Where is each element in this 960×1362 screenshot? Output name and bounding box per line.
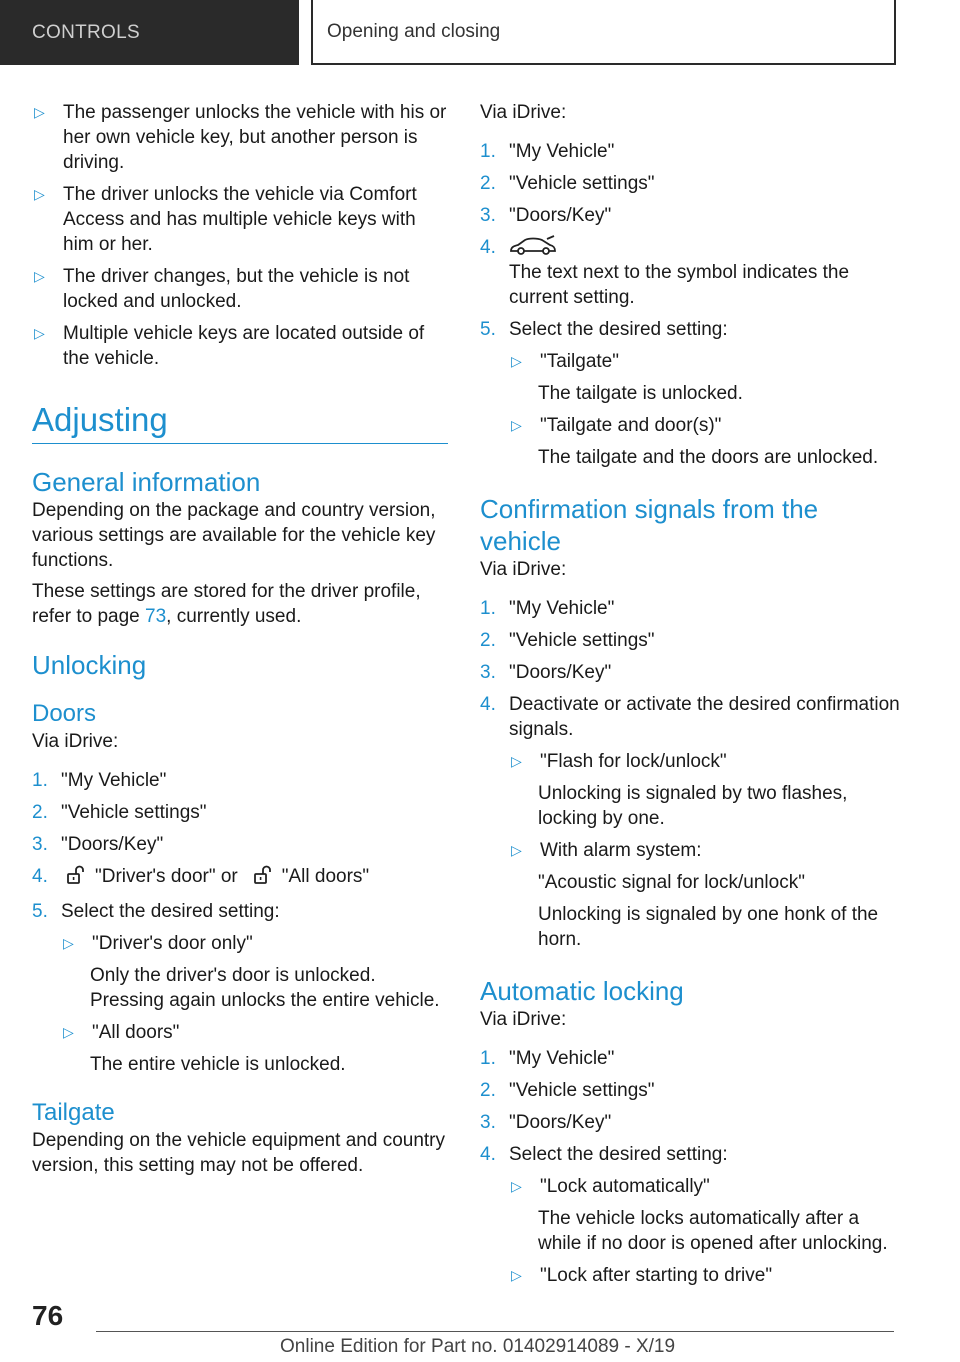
step-number: 1. xyxy=(480,598,496,619)
text: The text next to the symbol indicates the current setting. xyxy=(509,262,850,308)
step-text: Select the desired setting: xyxy=(509,1144,728,1165)
list-item-text: The driver unlocks the vehicle via Comfort Access and has multiple vehicle keys with him or her. xyxy=(63,184,417,255)
step-number: 5. xyxy=(32,901,48,922)
step-item xyxy=(480,171,900,196)
footer-edition: Online Edition for Part no. 01402914089 - X/19 xyxy=(280,1336,676,1357)
option-item xyxy=(61,931,448,956)
heading-automatic-locking: Automatic locking xyxy=(480,976,684,1006)
step-number: 1. xyxy=(480,1048,496,1069)
option-item xyxy=(509,749,900,774)
step-text: "Vehicle settings" xyxy=(61,802,207,823)
step-item xyxy=(32,864,448,892)
option-item xyxy=(509,349,900,374)
step-item xyxy=(32,899,448,924)
step-text: "My Vehicle" xyxy=(509,1048,615,1069)
step-number: 2. xyxy=(480,1080,496,1101)
heading-confirmation-signals: Confirmation signals from the vehicle xyxy=(480,494,819,556)
option-description: Only the driver's door is unlocked. Pressing again unlocks the entire vehicle. xyxy=(90,965,440,1011)
step-number: 4. xyxy=(480,237,496,258)
step-text xyxy=(61,864,448,892)
step-number: 1. xyxy=(32,770,48,791)
option-label: "All doors" xyxy=(92,1022,180,1043)
text: "All doors" xyxy=(281,866,370,887)
step-text: Select the desired setting: xyxy=(509,319,728,340)
step-text: "Doors/Key" xyxy=(61,834,164,855)
step-item xyxy=(480,628,900,653)
triangle-bullet-icon: ▷ xyxy=(511,1178,522,1194)
chapter-title: Opening and closing xyxy=(327,20,501,42)
step-number: 4. xyxy=(32,866,48,887)
page-number: 76 xyxy=(32,1300,64,1331)
step-item xyxy=(480,317,900,342)
text: "Driver's door" or xyxy=(95,866,238,887)
section-tab xyxy=(0,0,299,65)
step-text: "My Vehicle" xyxy=(509,141,615,162)
left-column xyxy=(32,100,448,1178)
option-description: Unlocking is signaled by two flashes, locking by one. xyxy=(538,783,848,829)
heading-general-information: General information xyxy=(32,467,261,497)
section-title: CONTROLS xyxy=(32,21,140,43)
heading-adjusting: Adjusting xyxy=(32,400,448,444)
step-text: "My Vehicle" xyxy=(509,598,615,619)
step-item xyxy=(32,832,448,857)
option-description: The vehicle locks automatically after a while if no door is opened after unlocking. xyxy=(538,1208,888,1254)
step-text xyxy=(509,235,900,310)
step-text: Select the desired setting: xyxy=(61,901,280,922)
heading-unlocking: Unlocking xyxy=(32,650,147,680)
option-description: Unlocking is signaled by one honk of the horn. xyxy=(538,904,879,950)
triangle-bullet-icon: ▷ xyxy=(511,842,522,858)
list-item-text: Multiple vehicle keys are located outside of the vehicle. xyxy=(63,323,425,369)
option-item xyxy=(509,1174,900,1199)
option-item xyxy=(509,838,900,863)
step-number: 4. xyxy=(480,694,496,715)
step-text: "Doors/Key" xyxy=(509,205,612,226)
list-item xyxy=(32,321,448,371)
step-item xyxy=(480,596,900,621)
triangle-bullet-icon: ▷ xyxy=(511,417,522,433)
step-number: 3. xyxy=(480,205,496,226)
triangle-bullet-icon: ▷ xyxy=(63,935,74,951)
step-item xyxy=(480,235,900,310)
triangle-bullet-icon: ▷ xyxy=(511,753,522,769)
list-item-text: The driver changes, but the vehicle is not locked and unlocked. xyxy=(63,266,410,312)
triangle-bullet-icon: ▷ xyxy=(34,325,45,341)
step-number: 4. xyxy=(480,1144,496,1165)
step-number: 2. xyxy=(480,630,496,651)
chapter-tab xyxy=(311,0,896,65)
step-item xyxy=(32,800,448,825)
step-text: "Doors/Key" xyxy=(509,662,612,683)
step-number: 2. xyxy=(480,173,496,194)
option-item xyxy=(509,1263,900,1288)
paragraph: Via iDrive: xyxy=(480,1009,567,1030)
triangle-bullet-icon: ▷ xyxy=(34,268,45,284)
triangle-bullet-icon: ▷ xyxy=(511,1267,522,1283)
list-item xyxy=(32,100,448,175)
list-item xyxy=(32,264,448,314)
paragraph xyxy=(32,579,448,629)
list-item-text: The passenger unlocks the vehicle with his or her own vehicle key, but another person is driving. xyxy=(63,102,447,173)
option-label: "Acoustic signal for lock/unlock" xyxy=(538,872,805,893)
option-item xyxy=(509,413,900,438)
option-label: "Lock automatically" xyxy=(540,1176,710,1197)
step-number: 3. xyxy=(32,834,48,855)
option-description: The entire vehicle is unlocked. xyxy=(90,1054,346,1075)
option-description: The tailgate is unlocked. xyxy=(538,383,743,404)
step-item xyxy=(480,1110,900,1135)
option-label: "Tailgate" xyxy=(540,351,619,372)
option-label: "Driver's door only" xyxy=(92,933,253,954)
step-item xyxy=(480,1142,900,1167)
unlock-icon xyxy=(252,865,272,892)
paragraph: Depending on the vehicle equipment and country version, this setting may not be offered. xyxy=(32,1130,446,1176)
step-item xyxy=(480,203,900,228)
step-number: 5. xyxy=(480,319,496,340)
text: , currently used. xyxy=(166,606,302,627)
triangle-bullet-icon: ▷ xyxy=(63,1024,74,1040)
footer-divider xyxy=(96,1331,894,1332)
step-number: 3. xyxy=(480,662,496,683)
option-label: "Lock after starting to drive" xyxy=(540,1265,773,1286)
car-icon xyxy=(509,235,900,260)
step-text: "Vehicle settings" xyxy=(509,1080,655,1101)
option-label: "Tailgate and door(s)" xyxy=(540,415,722,436)
paragraph: Via iDrive: xyxy=(32,731,119,752)
step-text: "Vehicle settings" xyxy=(509,173,655,194)
triangle-bullet-icon: ▷ xyxy=(511,353,522,369)
right-column xyxy=(480,100,900,1295)
option-description: The tailgate and the doors are unlocked. xyxy=(538,447,879,468)
step-number: 2. xyxy=(32,802,48,823)
paragraph: Via iDrive: xyxy=(480,559,567,580)
paragraph: Depending on the package and country version, various settings are available for the vehicle key functions. xyxy=(32,500,436,571)
heading-tailgate: Tailgate xyxy=(32,1099,115,1126)
step-item xyxy=(480,1046,900,1071)
step-item xyxy=(480,660,900,685)
step-item xyxy=(480,139,900,164)
heading-doors: Doors xyxy=(32,700,97,727)
step-text: Deactivate or activate the desired confirmation signals. xyxy=(509,694,900,740)
option-item xyxy=(61,1020,448,1045)
text: These settings are stored for the driver profile, refer to page xyxy=(32,581,421,627)
step-item xyxy=(32,768,448,793)
option-label: With alarm system: xyxy=(540,840,702,861)
triangle-bullet-icon: ▷ xyxy=(34,186,45,202)
unlock-icon xyxy=(65,865,85,892)
paragraph: Via iDrive: xyxy=(480,102,567,123)
step-text: "Vehicle settings" xyxy=(509,630,655,651)
list-item xyxy=(32,182,448,257)
step-number: 1. xyxy=(480,141,496,162)
triangle-bullet-icon: ▷ xyxy=(34,104,45,120)
step-text: "My Vehicle" xyxy=(61,770,167,791)
step-number: 3. xyxy=(480,1112,496,1133)
step-text: "Doors/Key" xyxy=(509,1112,612,1133)
step-item xyxy=(480,692,900,742)
page-link[interactable]: 73 xyxy=(145,606,167,627)
step-item xyxy=(480,1078,900,1103)
option-label: "Flash for lock/unlock" xyxy=(540,751,727,772)
